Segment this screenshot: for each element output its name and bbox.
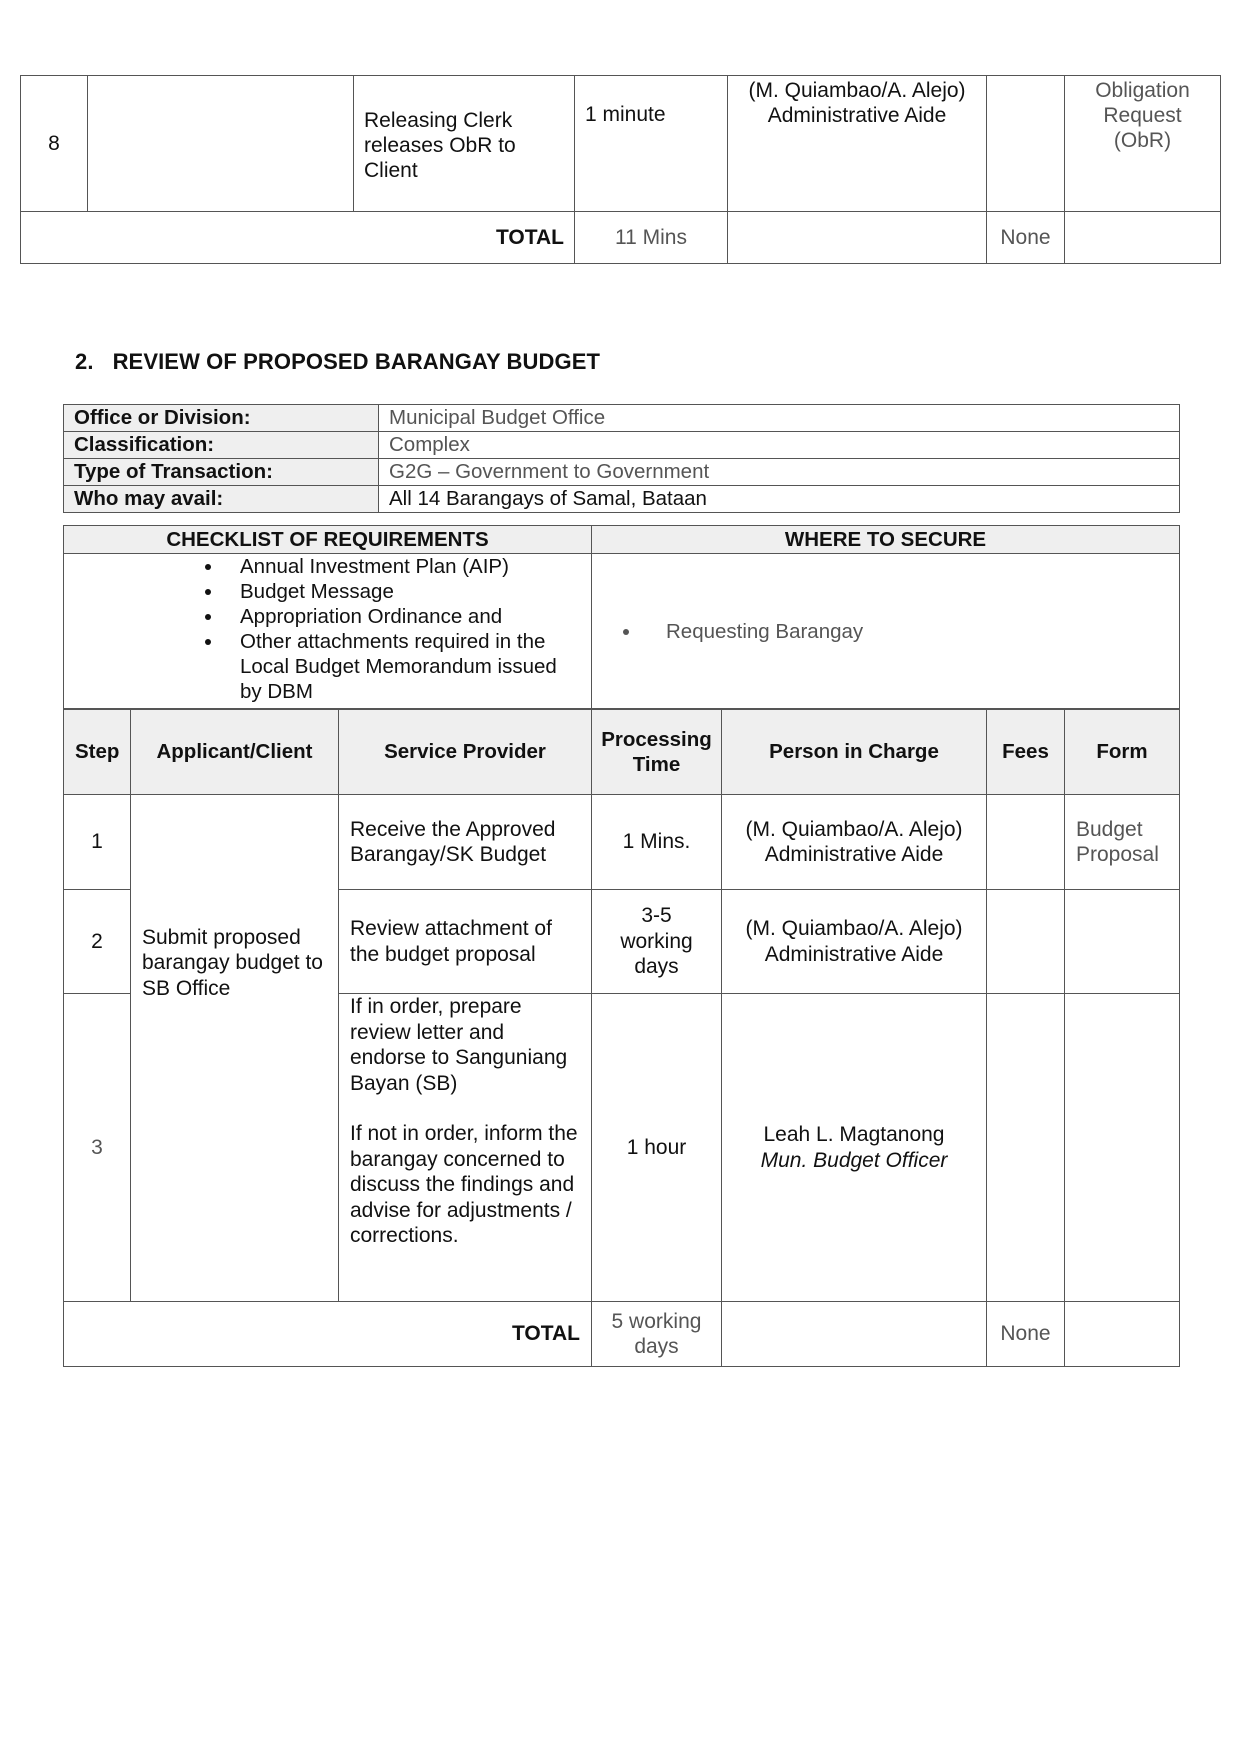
- info-value: All 14 Barangays of Samal, Bataan: [379, 486, 1180, 513]
- section-title: [75, 349, 600, 375]
- previous-steps-table: [20, 75, 1221, 264]
- form-cell: [1065, 890, 1180, 994]
- where-to-secure-header: WHERE TO SECURE: [592, 526, 1180, 554]
- requirements-cell: [64, 554, 592, 709]
- service-provider-cell: [339, 994, 592, 1302]
- info-label: Type of Transaction:: [64, 459, 379, 486]
- person-in-charge-cell: [722, 890, 987, 994]
- step-number: 1: [64, 795, 131, 890]
- info-label: Office or Division:: [64, 405, 379, 432]
- applicant-header: Applicant/Client: [131, 710, 339, 795]
- section-title-text: REVIEW OF PROPOSED BARANGAY BUDGET: [112, 349, 601, 374]
- list-item: • Requesting Barangay: [642, 619, 1179, 644]
- total-fees: None: [987, 1302, 1065, 1367]
- service-provider-if-in-order: If in order, prepare review letter and endorse to Sanguniang Bayan (SB): [350, 995, 568, 1095]
- list-item: • Appropriation Ordinance and: [224, 604, 580, 629]
- processing-time-cell: 1 Mins.: [592, 795, 722, 890]
- checklist-content-row: [64, 554, 1180, 709]
- total-person: [728, 212, 987, 264]
- steps-header-row: [64, 710, 1180, 795]
- processing-time-cell: 1 minute: [575, 76, 728, 212]
- person-in-charge-cell: [722, 795, 987, 890]
- service-info-table: [63, 404, 1180, 513]
- person-title: Administrative Aide: [764, 843, 944, 866]
- person-name: Leah L. Magtanong: [763, 1123, 945, 1146]
- service-provider-cell: Receive the Approved Barangay/SK Budget: [339, 795, 592, 890]
- info-row-classification: [64, 432, 1180, 459]
- total-time: 5 working days: [592, 1302, 722, 1367]
- where-to-secure-cell: [592, 554, 1180, 709]
- applicant-cell: [88, 76, 354, 212]
- processing-time-cell: 3-5 working days: [592, 890, 722, 994]
- fees-header: Fees: [987, 710, 1065, 795]
- person-name: (M. Quiambao/A. Alejo): [745, 917, 963, 940]
- form-header: Form: [1065, 710, 1180, 795]
- form-cell: Budget Proposal: [1065, 795, 1180, 890]
- checklist-table: [63, 525, 1180, 709]
- info-label: Classification:: [64, 432, 379, 459]
- list-item: • Budget Message: [224, 579, 580, 604]
- fees-cell: [987, 76, 1065, 212]
- fees-cell: [987, 890, 1065, 994]
- total-row: [64, 1302, 1180, 1367]
- person-title: Administrative Aide: [767, 104, 947, 127]
- total-label: TOTAL: [64, 1302, 592, 1367]
- service-provider-cell: Releasing Clerk releases ObR to Client: [354, 76, 575, 212]
- total-form: [1065, 212, 1221, 264]
- person-title: Administrative Aide: [764, 942, 944, 966]
- step-number: 3: [64, 994, 131, 1302]
- processing-time-header: Processing Time: [592, 710, 722, 795]
- info-value: Municipal Budget Office: [379, 405, 1180, 432]
- total-form: [1065, 1302, 1180, 1367]
- person-in-charge-header: Person in Charge: [722, 710, 987, 795]
- table-row: [21, 76, 1221, 212]
- step-number: 2: [64, 890, 131, 994]
- step-header: Step: [64, 710, 131, 795]
- info-row-transaction-type: [64, 459, 1180, 486]
- info-label: Who may avail:: [64, 486, 379, 513]
- form-cell: [1065, 994, 1180, 1302]
- total-person: [722, 1302, 987, 1367]
- info-row-office: [64, 405, 1180, 432]
- checklist-header-row: [64, 526, 1180, 554]
- total-row: [21, 212, 1221, 264]
- person-name: (M. Quiambao/A. Alejo): [748, 79, 966, 102]
- processing-time-cell: 1 hour: [592, 994, 722, 1302]
- where-list: [592, 619, 1179, 644]
- requirements-list: [64, 554, 580, 704]
- service-provider-cell: Review attachment of the budget proposal: [339, 890, 592, 994]
- info-value: Complex: [379, 432, 1180, 459]
- person-in-charge-cell: [728, 76, 987, 212]
- person-in-charge-cell: [722, 994, 987, 1302]
- form-cell: Obligation Request (ObR): [1065, 76, 1221, 212]
- process-steps-table: [63, 709, 1180, 1367]
- service-provider-if-not-in-order: If not in order, inform the barangay concerned to discuss the findings and advise for adjustments / corrections.: [350, 1122, 578, 1247]
- section-number: 2.: [75, 349, 94, 374]
- total-time: 11 Mins: [575, 212, 728, 264]
- total-label: TOTAL: [21, 212, 575, 264]
- list-item: • Other attachments required in the Local Budget Memorandum issued by DBM: [224, 629, 580, 704]
- person-title: Mun. Budget Officer: [760, 1148, 948, 1172]
- checklist-header: CHECKLIST OF REQUIREMENTS: [64, 526, 592, 554]
- fees-cell: [987, 795, 1065, 890]
- total-fees: None: [987, 212, 1065, 264]
- step-number: 8: [21, 76, 88, 212]
- list-item: • Annual Investment Plan (AIP): [224, 554, 580, 579]
- info-row-who-may-avail: [64, 486, 1180, 513]
- person-name: (M. Quiambao/A. Alejo): [745, 817, 963, 841]
- fees-cell: [987, 994, 1065, 1302]
- info-value: G2G – Government to Government: [379, 459, 1180, 486]
- service-provider-header: Service Provider: [339, 710, 592, 795]
- table-row: [64, 795, 1180, 890]
- applicant-cell: Submit proposed barangay budget to SB Office: [131, 795, 339, 1302]
